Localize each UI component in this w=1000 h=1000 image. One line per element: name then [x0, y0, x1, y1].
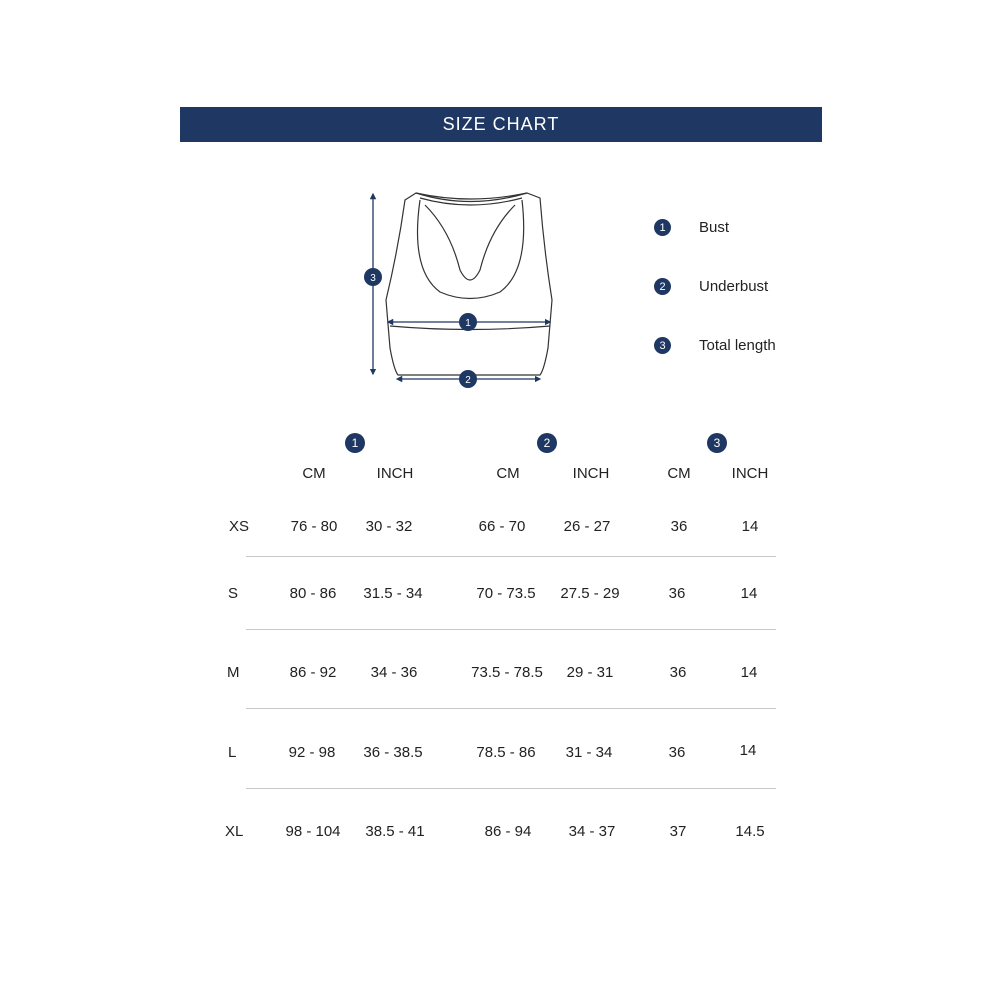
legend-label: Bust: [699, 219, 730, 236]
table-cell: 26 - 27: [563, 518, 611, 535]
number-badge: 1: [654, 219, 671, 236]
page-title: SIZE CHART: [442, 114, 560, 134]
table-cell: 31.5 - 34: [363, 585, 423, 602]
table-cell: 38.5 - 41: [365, 823, 425, 840]
table-cell: 98 - 104: [285, 823, 341, 840]
table-cell: 14.5: [735, 823, 765, 840]
marker-3: [364, 268, 382, 286]
table-cell: 36: [668, 585, 686, 602]
table-cell: 36: [669, 664, 687, 681]
unit-header-cm: CM: [302, 465, 326, 482]
unit-header-cm: CM: [667, 465, 691, 482]
table-cell: 14: [741, 518, 759, 535]
table-cell: 86 - 94: [484, 823, 532, 840]
legend-label: Total length: [699, 337, 776, 354]
legend-label: Underbust: [699, 278, 769, 295]
size-label: XS: [229, 518, 250, 535]
table-cell: 92 - 98: [288, 744, 336, 761]
unit-header-inch: INCH: [731, 465, 769, 482]
column-group-badge-underbust: 2: [537, 433, 557, 453]
marker-1: [459, 313, 477, 331]
table-cell: 31 - 34: [565, 744, 613, 761]
table-cell: 14: [740, 664, 758, 681]
table-cell: 29 - 31: [566, 664, 614, 681]
table-cell: 80 - 86: [289, 585, 337, 602]
marker-2: [459, 370, 477, 388]
table-cell: 34 - 37: [568, 823, 616, 840]
number-badge: 2: [654, 278, 671, 295]
unit-header-cm: CM: [496, 465, 520, 482]
svg-text:3: 3: [370, 273, 376, 284]
table-cell: 76 - 80: [290, 518, 338, 535]
row-divider: [246, 788, 776, 789]
size-label: S: [228, 585, 239, 602]
table-cell: 73.5 - 78.5: [471, 664, 543, 681]
unit-header-inch: INCH: [572, 465, 610, 482]
svg-text:1: 1: [465, 318, 471, 329]
table-cell: 36: [670, 518, 688, 535]
table-cell: 27.5 - 29: [560, 585, 620, 602]
table-cell: 36: [668, 744, 686, 761]
number-badge: 3: [654, 337, 671, 354]
table-cell: 66 - 70: [478, 518, 526, 535]
size-label: XL: [225, 823, 244, 840]
size-label: L: [228, 744, 237, 761]
table-cell: 78.5 - 86: [476, 744, 536, 761]
table-cell: 37: [669, 823, 687, 840]
table-cell: 36 - 38.5: [363, 744, 423, 761]
legend-item-underbust: [654, 278, 768, 295]
table-cell: 30 - 32: [365, 518, 413, 535]
row-divider: [246, 629, 776, 630]
legend-item-bust: [654, 219, 729, 236]
size-label: M: [227, 664, 240, 681]
garment-outline: [386, 193, 552, 375]
table-cell: 34 - 36: [370, 664, 418, 681]
legend-item-total-length: [654, 337, 776, 354]
row-divider: [246, 556, 776, 557]
table-cell: 86 - 92: [289, 664, 337, 681]
column-group-badge-bust: 1: [345, 433, 365, 453]
table-cell: 70 - 73.5: [476, 585, 536, 602]
svg-text:2: 2: [465, 375, 471, 386]
row-divider: [246, 708, 776, 709]
sports-bra-diagram: [355, 185, 565, 395]
column-group-badge-total-length: 3: [707, 433, 727, 453]
unit-header-inch: INCH: [376, 465, 414, 482]
table-cell: 14: [739, 742, 757, 759]
table-cell: 14: [740, 585, 758, 602]
title-banner: [180, 107, 822, 142]
